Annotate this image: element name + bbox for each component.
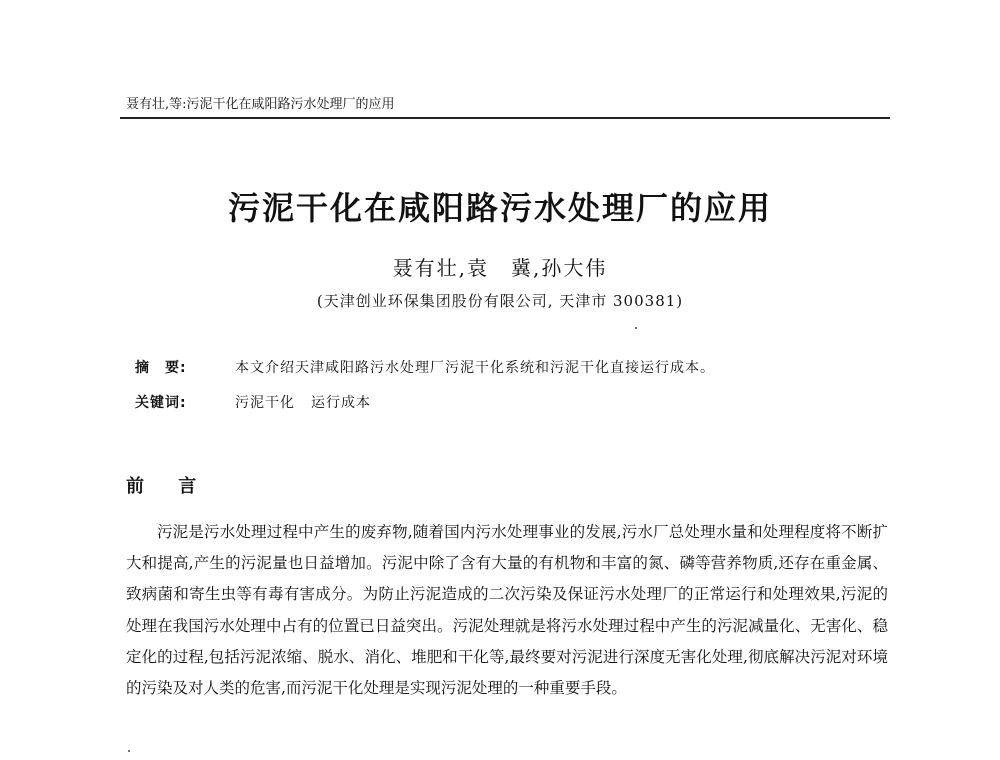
abstract-text: 本文介绍天津咸阳路污水处理厂污泥干化系统和污泥干化直接运行成本。 [235,360,715,376]
keywords-label: 关键词: [135,395,187,411]
scan-speck [635,327,637,329]
paper-title: 污泥干化在咸阳路污水处理厂的应用 [227,189,772,227]
authors: 聂有壮,袁 冀,孙大伟 [392,256,608,280]
scan-speck [128,750,130,752]
header-rule [120,117,890,119]
running-header: 聂有壮,等:污泥干化在咸阳路污水处理厂的应用 [126,97,395,112]
affiliation: (天津创业环保集团股份有限公司, 天津市 300381) [316,292,684,310]
abstract-label: 摘 要: [135,360,187,376]
body-paragraph: 污泥是污水处理过程中产生的废弃物,随着国内污水处理事业的发展,污水厂总处理水量和处理程度将不断扩大和提高,产生的污泥量也日益增加。污泥中除了含有大量的有机物和丰富的氮、磷等营养物质,还存在重金属、致病菌和寄生虫等有毒有害成分。为防止污泥造成的二次污染及保证污水处理厂的正常运行和处理效果,污泥的处理在我国污水处理中占有的位置已日益突出。污泥处理就是将污水处理过程中产生的污泥减量化、无害化、稳定化的过程,包括污泥浓缩、脱水、消化、堆肥和干化等,最终要对污泥进行深度无害化处理,彻底解决污泥对环境的污染及对人类的危害,而污泥干化处理是实现污泥处理的一种重要手段。 [126,523,888,698]
section-heading: 前 言 [126,476,211,497]
keyword-item: 运行成本 [311,395,371,411]
keywords [135,392,387,412]
abstract [135,357,715,377]
keyword-item: 污泥干化 [235,395,295,411]
